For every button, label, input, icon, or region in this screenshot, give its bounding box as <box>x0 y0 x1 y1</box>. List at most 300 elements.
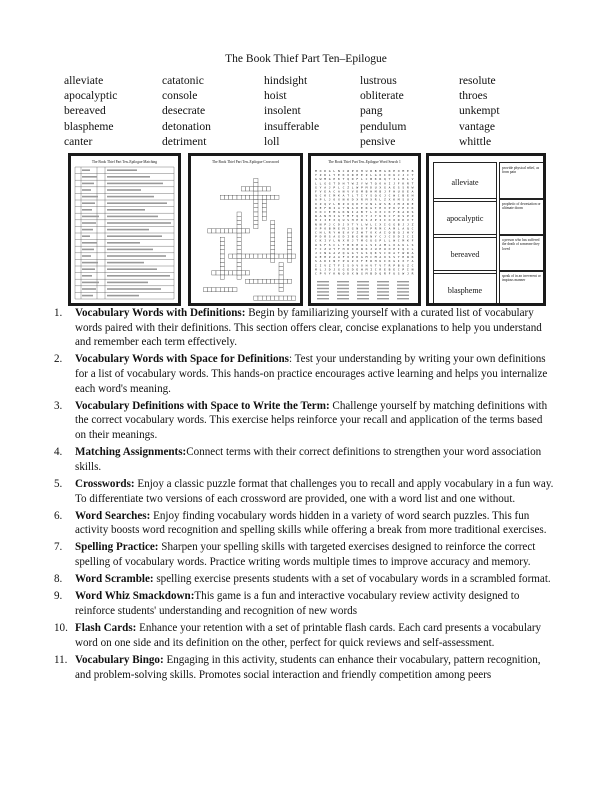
svg-text:T: T <box>333 181 336 186</box>
svg-text:Q: Q <box>370 251 373 255</box>
svg-text:D: D <box>361 218 363 223</box>
svg-text:C: C <box>333 242 336 247</box>
word-column <box>459 73 564 149</box>
svg-text:O: O <box>351 263 354 268</box>
svg-text:B: B <box>328 226 331 231</box>
svg-text:M: M <box>315 267 317 272</box>
svg-text:M: M <box>333 210 336 214</box>
svg-text:L: L <box>333 238 336 243</box>
svg-text:H: H <box>319 230 322 235</box>
svg-text:T: T <box>374 263 377 268</box>
svg-text:P: P <box>315 234 317 239</box>
svg-text:U: U <box>328 246 331 251</box>
svg-text:H: H <box>361 267 363 272</box>
svg-text:L: L <box>388 242 391 247</box>
activity-label: Vocabulary Words with Definitions: <box>75 307 246 319</box>
svg-text:T: T <box>361 201 363 206</box>
svg-text:E: E <box>338 226 340 231</box>
svg-text:A: A <box>342 193 345 198</box>
svg-text:N: N <box>347 210 350 214</box>
activity-item <box>54 445 554 474</box>
thumbnail-matching-title: The Book Thief Part Ten–Epilogue Matching <box>91 160 158 164</box>
svg-text:S: S <box>319 242 322 247</box>
svg-text:Q: Q <box>397 230 400 235</box>
svg-text:L: L <box>333 169 336 173</box>
svg-text:T: T <box>347 181 350 186</box>
svg-text:L: L <box>379 197 382 202</box>
svg-text:A: A <box>388 185 391 190</box>
svg-text:W: W <box>393 193 396 198</box>
svg-text:I: I <box>333 214 336 219</box>
vocabulary-word: vantage <box>459 119 496 133</box>
svg-text:N: N <box>333 259 336 264</box>
svg-text:G: G <box>388 222 391 227</box>
svg-text:B: B <box>411 169 414 173</box>
svg-text:R: R <box>407 201 409 206</box>
svg-text:F: F <box>388 271 391 276</box>
svg-text:Q: Q <box>407 226 409 231</box>
svg-text:F: F <box>411 238 414 243</box>
activity-label: Matching Assignments: <box>75 446 187 459</box>
svg-text:Y: Y <box>328 271 331 276</box>
svg-text:J: J <box>342 222 345 227</box>
svg-text:D: D <box>338 222 340 227</box>
vocabulary-word: obliterate <box>360 89 404 103</box>
svg-text:R: R <box>361 197 363 202</box>
svg-text:F: F <box>361 259 363 264</box>
svg-text:T: T <box>315 246 317 251</box>
svg-text:A: A <box>402 226 405 231</box>
svg-text:K: K <box>342 173 345 178</box>
svg-text:I: I <box>361 193 363 198</box>
vocabulary-word: console <box>162 89 198 103</box>
activity-description: : Test your understanding by writing your own definitions for a list of vocabulary words. This hands-on practice encourages active learning and helps you internalize each word's meaning. <box>75 353 548 395</box>
svg-text:O: O <box>379 173 382 178</box>
svg-text:G: G <box>328 251 331 255</box>
svg-text:E: E <box>393 185 396 190</box>
svg-text:M: M <box>402 238 405 243</box>
svg-text:Z: Z <box>407 263 409 268</box>
svg-text:Y: Y <box>361 181 363 186</box>
svg-text:G: G <box>351 251 354 255</box>
svg-text:B: B <box>402 193 405 198</box>
svg-text:G: G <box>328 177 331 182</box>
svg-text:G: G <box>315 185 317 190</box>
svg-text:B: B <box>365 189 368 194</box>
activity-number: 7. <box>54 541 63 554</box>
activity-description: Challenge yourself by matching definitions with the correct vocabulary words. This exercise helps reinforce your recall and application of the terms based on their meanings. <box>75 399 548 441</box>
svg-text:H: H <box>315 218 317 223</box>
vocabulary-word: insufferable <box>264 119 320 133</box>
activity-number: 6. <box>54 509 63 522</box>
svg-text:H: H <box>324 255 327 260</box>
svg-text:O: O <box>361 226 363 231</box>
svg-text:Z: Z <box>411 214 414 219</box>
svg-text:I: I <box>342 263 345 268</box>
vocabulary-word: pensive <box>360 134 396 148</box>
svg-text:T: T <box>333 263 336 268</box>
svg-text:X: X <box>370 197 373 202</box>
svg-text:A: A <box>361 242 363 247</box>
svg-text:C: C <box>333 189 336 194</box>
svg-text:V: V <box>319 189 322 194</box>
svg-text:W: W <box>319 177 322 182</box>
svg-text:M: M <box>397 201 400 206</box>
svg-text:V: V <box>324 271 327 276</box>
svg-text:R: R <box>411 271 414 276</box>
svg-text:G: G <box>328 181 331 186</box>
svg-text:C: C <box>342 185 345 190</box>
svg-text:B: B <box>379 189 382 194</box>
svg-text:A: A <box>356 210 359 214</box>
svg-text:V: V <box>407 218 409 223</box>
svg-text:U: U <box>393 271 396 276</box>
activity-number: 8. <box>54 573 63 586</box>
svg-text:I: I <box>411 234 414 239</box>
svg-text:E: E <box>338 173 340 178</box>
svg-text:E: E <box>393 267 396 272</box>
svg-text:U: U <box>370 238 373 243</box>
svg-text:Z: Z <box>319 173 322 178</box>
svg-text:G: G <box>384 169 386 173</box>
svg-text:J: J <box>402 173 405 178</box>
activity-item <box>54 477 554 506</box>
svg-text:X: X <box>411 197 414 202</box>
svg-text:S: S <box>411 210 414 214</box>
vocabulary-word: alleviate <box>64 74 104 87</box>
svg-text:M: M <box>342 226 345 231</box>
svg-text:E: E <box>379 246 382 251</box>
svg-text:D: D <box>397 214 400 219</box>
vocabulary-word: detonation <box>162 119 211 133</box>
svg-text:N: N <box>319 222 322 227</box>
activity-label: Vocabulary Words with Space for Definitions <box>75 353 289 366</box>
svg-text:S: S <box>365 251 368 255</box>
svg-text:T: T <box>342 177 345 182</box>
svg-text:A: A <box>338 189 340 194</box>
svg-text:R: R <box>384 271 386 276</box>
thumbnail-crossword-title: The Book Thief Part Ten–Epilogue Crossword <box>212 160 279 164</box>
svg-text:J: J <box>402 222 405 227</box>
activity-label: Vocabulary Bingo: <box>75 654 164 666</box>
svg-text:E: E <box>384 267 386 272</box>
word-column <box>360 73 459 149</box>
svg-text:S: S <box>393 255 396 260</box>
svg-text:F: F <box>315 189 317 194</box>
svg-text:J: J <box>407 271 409 276</box>
svg-text:Y: Y <box>407 259 409 264</box>
svg-text:A: A <box>402 210 405 214</box>
svg-text:C: C <box>319 251 322 255</box>
svg-text:G: G <box>338 234 340 239</box>
svg-text:I: I <box>370 267 373 272</box>
svg-text:P: P <box>319 226 322 231</box>
svg-text:I: I <box>384 173 386 178</box>
svg-text:W: W <box>361 230 363 235</box>
svg-text:M: M <box>397 197 400 202</box>
svg-text:G: G <box>338 210 340 214</box>
activity-number: 10. <box>54 622 68 635</box>
svg-text:D: D <box>397 234 400 239</box>
svg-text:L: L <box>397 177 400 182</box>
svg-text:Y: Y <box>356 251 359 255</box>
svg-text:E: E <box>365 259 368 264</box>
svg-text:I: I <box>402 234 405 239</box>
svg-text:L: L <box>407 177 409 182</box>
svg-text:D: D <box>324 169 327 173</box>
svg-text:V: V <box>328 238 331 243</box>
svg-text:L: L <box>407 242 409 247</box>
flash-card-term: apocalyptic <box>433 198 497 238</box>
svg-text:R: R <box>407 251 409 255</box>
svg-text:Z: Z <box>338 251 340 255</box>
svg-text:L: L <box>351 193 354 198</box>
svg-text:C: C <box>370 255 373 260</box>
activity-label: Word Scramble: <box>75 573 154 586</box>
vocabulary-word: hoist <box>264 89 287 103</box>
svg-text:J: J <box>328 185 331 190</box>
svg-text:K: K <box>374 251 377 255</box>
svg-text:I: I <box>347 234 350 239</box>
svg-text:O: O <box>324 226 327 231</box>
svg-text:M: M <box>333 226 336 231</box>
svg-text:E: E <box>324 189 327 194</box>
svg-text:I: I <box>388 181 391 186</box>
svg-text:Y: Y <box>342 205 345 210</box>
svg-text:T: T <box>342 214 345 219</box>
thumbnail-crossword <box>188 153 303 306</box>
svg-text:T: T <box>384 263 386 268</box>
svg-text:J: J <box>393 181 396 186</box>
svg-text:E: E <box>342 230 345 235</box>
svg-text:X: X <box>379 185 382 190</box>
svg-text:Y: Y <box>411 230 414 235</box>
svg-text:C: C <box>388 234 391 239</box>
svg-text:O: O <box>388 218 391 223</box>
svg-text:Q: Q <box>324 201 327 206</box>
svg-text:I: I <box>319 263 322 268</box>
flash-card-definition: speak of in an irreverent or impious manner <box>499 270 543 303</box>
svg-text:T: T <box>370 181 373 186</box>
svg-text:I: I <box>324 238 327 243</box>
svg-text:J: J <box>319 218 322 223</box>
svg-text:C: C <box>397 193 400 198</box>
activity-label: Flash Cards: <box>75 622 137 635</box>
svg-text:L: L <box>361 177 363 182</box>
svg-text:H: H <box>342 246 345 251</box>
svg-text:H: H <box>374 259 377 264</box>
activity-description: Enjoy finding vocabulary words hidden in a variety of word search puzzles. This fun activity boosts word recognition and spelling skills while offering a break from more traditional exercises. <box>75 509 547 537</box>
svg-text:D: D <box>388 173 391 178</box>
svg-text:V: V <box>351 230 354 235</box>
svg-text:W: W <box>365 222 368 227</box>
svg-text:F: F <box>338 263 340 268</box>
svg-text:K: K <box>393 205 396 210</box>
svg-text:Z: Z <box>347 185 350 190</box>
svg-text:D: D <box>319 234 322 239</box>
activity-item <box>54 509 554 538</box>
svg-text:B: B <box>361 210 363 214</box>
svg-text:V: V <box>397 205 400 210</box>
thumbnail-matching <box>68 153 181 306</box>
svg-text:M: M <box>379 226 382 231</box>
svg-text:E: E <box>356 267 359 272</box>
svg-text:F: F <box>388 189 391 194</box>
svg-text:G: G <box>351 226 354 231</box>
svg-text:S: S <box>347 263 350 268</box>
svg-text:M: M <box>379 169 382 173</box>
vocabulary-word: hindsight <box>264 74 308 87</box>
svg-text:R: R <box>370 169 373 173</box>
svg-text:X: X <box>379 210 382 214</box>
svg-text:B: B <box>370 177 373 182</box>
svg-text:Q: Q <box>338 218 340 223</box>
svg-text:G: G <box>374 173 377 178</box>
svg-text:Q: Q <box>374 193 377 198</box>
svg-text:B: B <box>370 271 373 276</box>
svg-text:M: M <box>384 242 386 247</box>
svg-text:A: A <box>338 205 340 210</box>
svg-text:L: L <box>370 222 373 227</box>
svg-text:A: A <box>411 189 414 194</box>
svg-text:K: K <box>319 238 322 243</box>
svg-text:D: D <box>324 259 327 264</box>
svg-text:J: J <box>402 230 405 235</box>
svg-text:V: V <box>315 226 317 231</box>
vocabulary-word: throes <box>459 89 488 103</box>
svg-text:Q: Q <box>388 230 391 235</box>
svg-text:I: I <box>384 259 386 264</box>
activity-number: 9. <box>54 590 63 603</box>
svg-text:G: G <box>393 222 396 227</box>
svg-text:K: K <box>407 238 409 243</box>
svg-text:R: R <box>347 238 350 243</box>
svg-text:F: F <box>351 214 354 219</box>
svg-text:W: W <box>347 169 350 173</box>
svg-text:G: G <box>370 205 373 210</box>
svg-text:U: U <box>347 259 350 264</box>
activity-description: Engaging in this activity, students can enhance their vocabulary, pattern recognition, and problem-solving skills. Promotes social interaction and friendly competition among peers <box>75 654 541 681</box>
flash-card-definition: a person who has suffered the death of someone they loved <box>499 234 543 272</box>
svg-text:U: U <box>397 189 400 194</box>
svg-text:R: R <box>324 234 327 239</box>
svg-text:N: N <box>324 251 327 255</box>
svg-text:K: K <box>324 193 327 198</box>
activity-item <box>54 572 554 587</box>
svg-text:O: O <box>333 197 336 202</box>
vocabulary-word: blaspheme <box>64 119 114 133</box>
svg-text:Q: Q <box>342 271 345 276</box>
svg-text:X: X <box>361 214 363 219</box>
svg-text:P: P <box>324 222 327 227</box>
svg-text:M: M <box>402 177 405 182</box>
svg-text:H: H <box>356 173 359 178</box>
vocabulary-word: lustrous <box>360 74 397 87</box>
svg-text:I: I <box>374 242 377 247</box>
svg-text:O: O <box>347 173 350 178</box>
svg-text:L: L <box>315 181 317 186</box>
svg-text:G: G <box>365 238 368 243</box>
svg-text:P: P <box>393 263 396 268</box>
svg-text:I: I <box>351 210 354 214</box>
svg-text:C: C <box>384 226 386 231</box>
svg-text:G: G <box>361 251 363 255</box>
svg-text:S: S <box>328 242 331 247</box>
svg-text:K: K <box>393 197 396 202</box>
svg-text:I: I <box>397 259 400 264</box>
svg-text:M: M <box>333 193 336 198</box>
svg-text:J: J <box>324 267 327 272</box>
svg-text:K: K <box>402 181 405 186</box>
svg-text:A: A <box>319 214 322 219</box>
svg-text:W: W <box>351 181 354 186</box>
svg-text:J: J <box>328 197 331 202</box>
svg-text:C: C <box>374 222 377 227</box>
word-column <box>64 73 162 149</box>
svg-text:B: B <box>374 169 377 173</box>
svg-text:O: O <box>319 210 322 214</box>
svg-text:Q: Q <box>342 251 345 255</box>
svg-text:A: A <box>379 230 382 235</box>
svg-text:R: R <box>411 255 414 260</box>
svg-text:N: N <box>324 214 327 219</box>
svg-text:C: C <box>407 246 409 251</box>
svg-text:U: U <box>379 259 382 264</box>
svg-text:W: W <box>338 230 340 235</box>
svg-text:R: R <box>388 263 391 268</box>
svg-text:T: T <box>351 222 354 227</box>
svg-text:R: R <box>374 226 377 231</box>
svg-text:L: L <box>328 173 331 178</box>
svg-text:K: K <box>374 177 377 182</box>
activity-label: Spelling Practice: <box>75 541 159 554</box>
svg-text:V: V <box>347 189 350 194</box>
svg-text:I: I <box>333 205 336 210</box>
activity-number: 11. <box>54 654 68 666</box>
svg-text:D: D <box>356 255 359 260</box>
svg-text:G: G <box>328 169 331 173</box>
vocabulary-word: loll <box>264 134 280 148</box>
svg-text:E: E <box>411 201 414 206</box>
svg-text:H: H <box>342 181 345 186</box>
svg-text:I: I <box>407 267 409 272</box>
activity-label: Word Searches: <box>75 509 151 522</box>
svg-text:C: C <box>328 193 331 198</box>
svg-text:D: D <box>328 267 331 272</box>
svg-text:J: J <box>384 193 386 198</box>
svg-text:I: I <box>315 263 317 268</box>
svg-text:U: U <box>374 185 377 190</box>
svg-text:B: B <box>397 222 400 227</box>
svg-text:E: E <box>319 205 322 210</box>
flash-card-term: blaspheme <box>433 270 497 303</box>
svg-text:R: R <box>407 185 409 190</box>
svg-text:O: O <box>347 255 350 260</box>
svg-text:Y: Y <box>374 214 377 219</box>
svg-text:B: B <box>338 201 340 206</box>
svg-text:B: B <box>351 234 354 239</box>
svg-text:A: A <box>397 242 400 247</box>
activity-item <box>54 306 554 350</box>
svg-text:N: N <box>342 197 345 202</box>
svg-text:X: X <box>347 222 350 227</box>
svg-text:C: C <box>324 210 327 214</box>
svg-text:A: A <box>315 197 317 202</box>
svg-text:C: C <box>365 177 368 182</box>
svg-text:J: J <box>384 234 386 239</box>
svg-text:S: S <box>347 218 350 223</box>
svg-text:K: K <box>342 210 345 214</box>
